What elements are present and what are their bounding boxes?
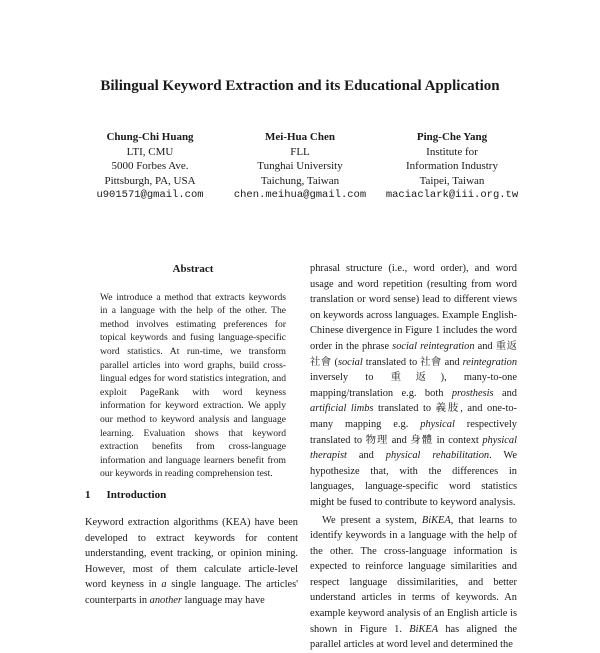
abstract-heading: Abstract bbox=[172, 263, 214, 275]
author-email: chen.meihua@gmail.com bbox=[233, 189, 367, 201]
paper-title: Bilingual Keyword Extraction and its Educational Application bbox=[100, 78, 500, 94]
author-email: maciaclark@iii.org.tw bbox=[385, 189, 519, 201]
introduction-left-column bbox=[85, 515, 298, 609]
intro-paragraph-2: phrasal structure (i.e., word order), and word usage and word repetition (resulting from word translation or word sense) lead to different views on keywords across languages. Example English-Chinese divergence in Figure 1 includes the word order in the phrase social reintegration and 重返社會 (social translated to 社會 and reintegration inversely to 重返), many-to-one mapping/translation e.g. both prosthesis and artificial limbs translated to 義肢, and one-to-many mapping e.g. physical respectively translated to 物理 and 身體 in context physical therapist and physical rehabilitation. We hypothesize that, with the differences in languages, language-specific word statistics might be fused to contribute to keyword analysis. bbox=[310, 263, 518, 508]
intro-paragraph-1: Keyword extraction algorithms (KEA) have been developed to extract keywords for content understanding, event tracking, or opinion mining. However, most of them calculate article-level word keyness in a single language. The articles' counterparts in another language may have bbox=[85, 517, 298, 606]
author-affiliation: LTI, CMU bbox=[126, 145, 174, 158]
author-address: Tunghai University bbox=[257, 160, 343, 172]
author-name: Ping-Che Yang bbox=[416, 131, 488, 143]
author-name: Chung-Chi Huang bbox=[106, 131, 194, 143]
section-number: 1 bbox=[85, 489, 91, 501]
author-email: u901571@gmail.com bbox=[96, 189, 204, 201]
author-affiliation: FLL bbox=[290, 145, 310, 158]
author-location: Taipei, Taiwan bbox=[419, 174, 485, 187]
author-location: Taichung, Taiwan bbox=[260, 174, 340, 187]
author-address: Information Industry bbox=[406, 160, 498, 172]
author-block-3 bbox=[357, 130, 547, 203]
intro-paragraph-3: We present a system, BiKEA, that learns to identify keywords in a language with the help of the other. The cross-language information is expected to reinforce language similarities and respect language dissimilarities, and better understand articles in terms of keywords. An example keyword analysis of an English article is shown in Figure 1. BiKEA has aligned the parallel articles at word level and determined the bbox=[310, 514, 518, 651]
section-heading-introduction bbox=[85, 489, 182, 501]
introduction-right-column bbox=[310, 261, 517, 653]
abstract-section bbox=[100, 263, 286, 481]
abstract-text: We introduce a method that extracts keywords in a language with the help of the other. The method involves estimating preferences for topical keywords and fusing language-specific word statistics. At run-time, we transform parallel articles into word graphs, build cross-lingual edges for word statistics integration, and exploit PageRank with word keyness information for keyword extraction. We apply our method to keyword analysis and language learning. Evaluation shows that keyword extraction benefits from cross-language information and language learners benefit from our keywords in reading comprehension test. bbox=[100, 291, 286, 480]
author-location: Pittsburgh, PA, USA bbox=[104, 174, 196, 187]
author-address: 5000 Forbes Ave. bbox=[111, 160, 189, 172]
section-title: Introduction bbox=[106, 489, 167, 501]
author-name: Mei-Hua Chen bbox=[265, 131, 335, 143]
author-affiliation: Institute for bbox=[426, 145, 478, 158]
